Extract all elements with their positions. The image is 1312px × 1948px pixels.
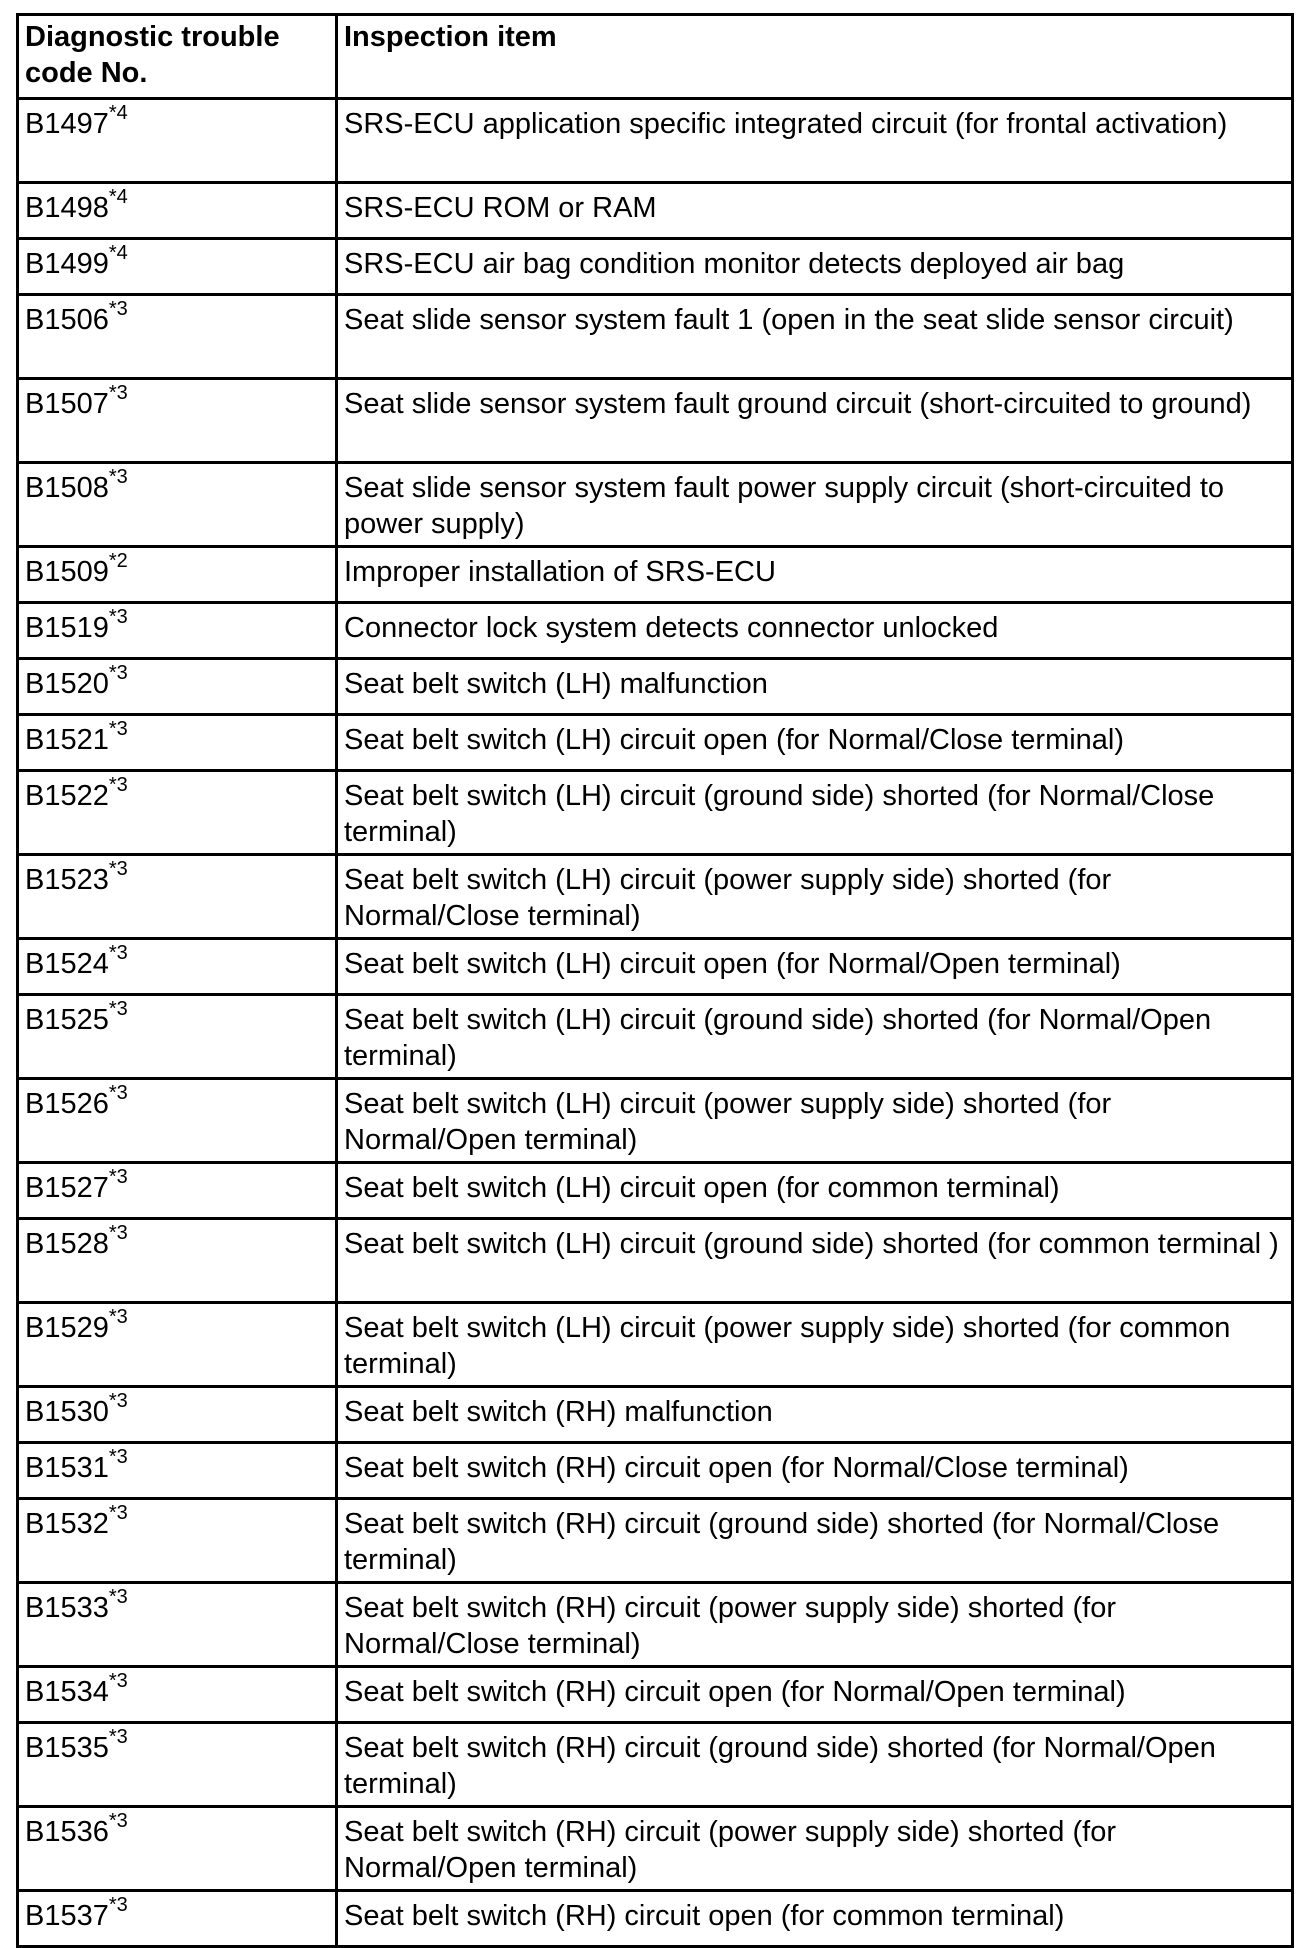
header-inspection-item: Inspection item bbox=[337, 15, 1293, 99]
dtc-footnote-mark: *3 bbox=[108, 1670, 128, 1693]
dtc-code-cell bbox=[18, 1499, 337, 1583]
dtc-code-cell bbox=[18, 1387, 337, 1443]
inspection-item: Seat belt switch (LH) circuit open (for Normal/Close terminal) bbox=[337, 715, 1293, 771]
table-header bbox=[18, 15, 1293, 99]
dtc-code-cell bbox=[18, 1891, 337, 1947]
dtc-code: B1524 bbox=[25, 948, 109, 980]
dtc-code: B1531 bbox=[25, 1452, 109, 1484]
dtc-code: B1498 bbox=[25, 192, 109, 224]
table-row bbox=[18, 239, 1293, 295]
table-row bbox=[18, 1499, 1293, 1583]
inspection-item: Seat belt switch (LH) circuit (ground side) shorted (for common terminal ) bbox=[337, 1219, 1293, 1303]
inspection-item: Seat belt switch (RH) malfunction bbox=[337, 1387, 1293, 1443]
dtc-code: B1519 bbox=[25, 612, 109, 644]
inspection-item: SRS-ECU ROM or RAM bbox=[337, 183, 1293, 239]
inspection-item: Seat belt switch (RH) circuit (ground side) shorted (for Normal/Open terminal) bbox=[337, 1723, 1293, 1807]
dtc-code-cell bbox=[18, 995, 337, 1079]
inspection-item: Seat slide sensor system fault ground circuit (short-circuited to ground) bbox=[337, 379, 1293, 463]
dtc-code-cell bbox=[18, 99, 337, 183]
table-row bbox=[18, 715, 1293, 771]
dtc-code-cell bbox=[18, 715, 337, 771]
dtc-footnote-mark: *3 bbox=[108, 1810, 128, 1833]
header-row bbox=[18, 15, 1293, 99]
inspection-item: Seat belt switch (LH) circuit (power supply side) shorted (for Normal/Open terminal) bbox=[337, 1079, 1293, 1163]
table-row bbox=[18, 1583, 1293, 1667]
table-row bbox=[18, 379, 1293, 463]
inspection-item: Seat belt switch (RH) circuit (power supply side) shorted (for Normal/Open terminal) bbox=[337, 1807, 1293, 1891]
dtc-footnote-mark: *3 bbox=[108, 1446, 128, 1469]
dtc-footnote-mark: *3 bbox=[108, 1502, 128, 1525]
dtc-code-cell bbox=[18, 379, 337, 463]
dtc-code: B1530 bbox=[25, 1396, 109, 1428]
dtc-footnote-mark: *3 bbox=[108, 298, 128, 321]
inspection-item: Seat belt switch (LH) circuit (ground side) shorted (for Normal/Close terminal) bbox=[337, 771, 1293, 855]
dtc-code-cell bbox=[18, 603, 337, 659]
table-row bbox=[18, 939, 1293, 995]
dtc-code: B1526 bbox=[25, 1088, 109, 1120]
dtc-footnote-mark: *3 bbox=[108, 1726, 128, 1749]
table-row bbox=[18, 603, 1293, 659]
dtc-code: B1521 bbox=[25, 724, 109, 756]
table-row bbox=[18, 1891, 1293, 1947]
dtc-code: B1520 bbox=[25, 668, 109, 700]
dtc-code: B1536 bbox=[25, 1816, 109, 1848]
dtc-code: B1522 bbox=[25, 780, 109, 812]
dtc-code: B1497 bbox=[25, 108, 109, 140]
table-row bbox=[18, 995, 1293, 1079]
table-row bbox=[18, 295, 1293, 379]
inspection-item: Seat slide sensor system fault power supply circuit (short-circuited to power supply) bbox=[337, 463, 1293, 547]
inspection-item: Seat belt switch (RH) circuit (ground side) shorted (for Normal/Close terminal) bbox=[337, 1499, 1293, 1583]
dtc-code-cell bbox=[18, 771, 337, 855]
dtc-code: B1529 bbox=[25, 1312, 109, 1344]
dtc-footnote-mark: *3 bbox=[108, 858, 128, 881]
dtc-code-cell bbox=[18, 1807, 337, 1891]
dtc-code: B1537 bbox=[25, 1900, 109, 1932]
dtc-code: B1509 bbox=[25, 556, 109, 588]
dtc-code-cell bbox=[18, 1443, 337, 1499]
dtc-code: B1525 bbox=[25, 1004, 109, 1036]
table-row bbox=[18, 183, 1293, 239]
table-body bbox=[18, 99, 1293, 1947]
dtc-code: B1507 bbox=[25, 388, 109, 420]
dtc-footnote-mark: *2 bbox=[108, 550, 128, 573]
dtc-footnote-mark: *3 bbox=[108, 1894, 128, 1917]
table-row bbox=[18, 1387, 1293, 1443]
dtc-footnote-mark: *3 bbox=[108, 942, 128, 965]
inspection-item: Seat belt switch (LH) circuit open (for Normal/Open terminal) bbox=[337, 939, 1293, 995]
table-row bbox=[18, 1443, 1293, 1499]
dtc-code: B1532 bbox=[25, 1508, 109, 1540]
dtc-code-cell bbox=[18, 547, 337, 603]
dtc-code: B1499 bbox=[25, 248, 109, 280]
dtc-footnote-mark: *3 bbox=[108, 466, 128, 489]
table-row bbox=[18, 1163, 1293, 1219]
dtc-code: B1534 bbox=[25, 1676, 109, 1708]
inspection-item: Seat belt switch (RH) circuit open (for common terminal) bbox=[337, 1891, 1293, 1947]
dtc-code: B1528 bbox=[25, 1228, 109, 1260]
table-row bbox=[18, 463, 1293, 547]
inspection-item: SRS-ECU application specific integrated circuit (for frontal activation) bbox=[337, 99, 1293, 183]
dtc-code-cell bbox=[18, 939, 337, 995]
dtc-footnote-mark: *3 bbox=[108, 1306, 128, 1329]
dtc-footnote-mark: *3 bbox=[108, 662, 128, 685]
dtc-code-cell bbox=[18, 183, 337, 239]
dtc-footnote-mark: *3 bbox=[108, 998, 128, 1021]
dtc-footnote-mark: *4 bbox=[108, 102, 128, 125]
inspection-item: Connector lock system detects connector unlocked bbox=[337, 603, 1293, 659]
dtc-code-cell bbox=[18, 1219, 337, 1303]
dtc-code-cell bbox=[18, 1583, 337, 1667]
table-row bbox=[18, 855, 1293, 939]
inspection-item: Seat belt switch (LH) circuit (ground side) shorted (for Normal/Open terminal) bbox=[337, 995, 1293, 1079]
dtc-footnote-mark: *3 bbox=[108, 382, 128, 405]
dtc-code: B1527 bbox=[25, 1172, 109, 1204]
dtc-footnote-mark: *3 bbox=[108, 1222, 128, 1245]
dtc-footnote-mark: *3 bbox=[108, 718, 128, 741]
dtc-code: B1506 bbox=[25, 304, 109, 336]
dtc-footnote-mark: *4 bbox=[108, 242, 128, 265]
dtc-code-cell bbox=[18, 1303, 337, 1387]
dtc-code-cell bbox=[18, 1079, 337, 1163]
table-row bbox=[18, 659, 1293, 715]
table-row bbox=[18, 1667, 1293, 1723]
dtc-code-cell bbox=[18, 295, 337, 379]
inspection-item: Seat belt switch (LH) circuit (power supply side) shorted (for common terminal) bbox=[337, 1303, 1293, 1387]
table-row bbox=[18, 1807, 1293, 1891]
inspection-item: Seat belt switch (RH) circuit open (for Normal/Close terminal) bbox=[337, 1443, 1293, 1499]
dtc-footnote-mark: *3 bbox=[108, 1082, 128, 1105]
inspection-item: Seat belt switch (LH) circuit (power supply side) shorted (for Normal/Close terminal) bbox=[337, 855, 1293, 939]
dtc-footnote-mark: *3 bbox=[108, 774, 128, 797]
table-row bbox=[18, 1723, 1293, 1807]
inspection-item: Seat slide sensor system fault 1 (open in the seat slide sensor circuit) bbox=[337, 295, 1293, 379]
inspection-item: Seat belt switch (RH) circuit (power supply side) shorted (for Normal/Close terminal) bbox=[337, 1583, 1293, 1667]
dtc-code: B1523 bbox=[25, 864, 109, 896]
header-code: Diagnostic trouble code No. bbox=[18, 15, 337, 99]
inspection-item: Seat belt switch (LH) malfunction bbox=[337, 659, 1293, 715]
dtc-code-cell bbox=[18, 855, 337, 939]
table-row bbox=[18, 1079, 1293, 1163]
dtc-code: B1535 bbox=[25, 1732, 109, 1764]
dtc-code-cell bbox=[18, 463, 337, 547]
table-row bbox=[18, 547, 1293, 603]
table-row bbox=[18, 1219, 1293, 1303]
dtc-table bbox=[16, 13, 1294, 1948]
dtc-code: B1533 bbox=[25, 1592, 109, 1624]
dtc-footnote-mark: *3 bbox=[108, 1586, 128, 1609]
table-row bbox=[18, 1303, 1293, 1387]
table-row bbox=[18, 99, 1293, 183]
inspection-item: Seat belt switch (LH) circuit open (for common terminal) bbox=[337, 1163, 1293, 1219]
inspection-item: Seat belt switch (RH) circuit open (for Normal/Open terminal) bbox=[337, 1667, 1293, 1723]
table-row bbox=[18, 771, 1293, 855]
dtc-footnote-mark: *3 bbox=[108, 1390, 128, 1413]
dtc-footnote-mark: *4 bbox=[108, 186, 128, 209]
inspection-item: SRS-ECU air bag condition monitor detects deployed air bag bbox=[337, 239, 1293, 295]
dtc-code-cell bbox=[18, 1163, 337, 1219]
dtc-code-cell bbox=[18, 659, 337, 715]
dtc-footnote-mark: *3 bbox=[108, 1166, 128, 1189]
inspection-item: Improper installation of SRS-ECU bbox=[337, 547, 1293, 603]
dtc-footnote-mark: *3 bbox=[108, 606, 128, 629]
dtc-code-cell bbox=[18, 1723, 337, 1807]
dtc-code-cell bbox=[18, 239, 337, 295]
dtc-code: B1508 bbox=[25, 472, 109, 504]
dtc-code-cell bbox=[18, 1667, 337, 1723]
